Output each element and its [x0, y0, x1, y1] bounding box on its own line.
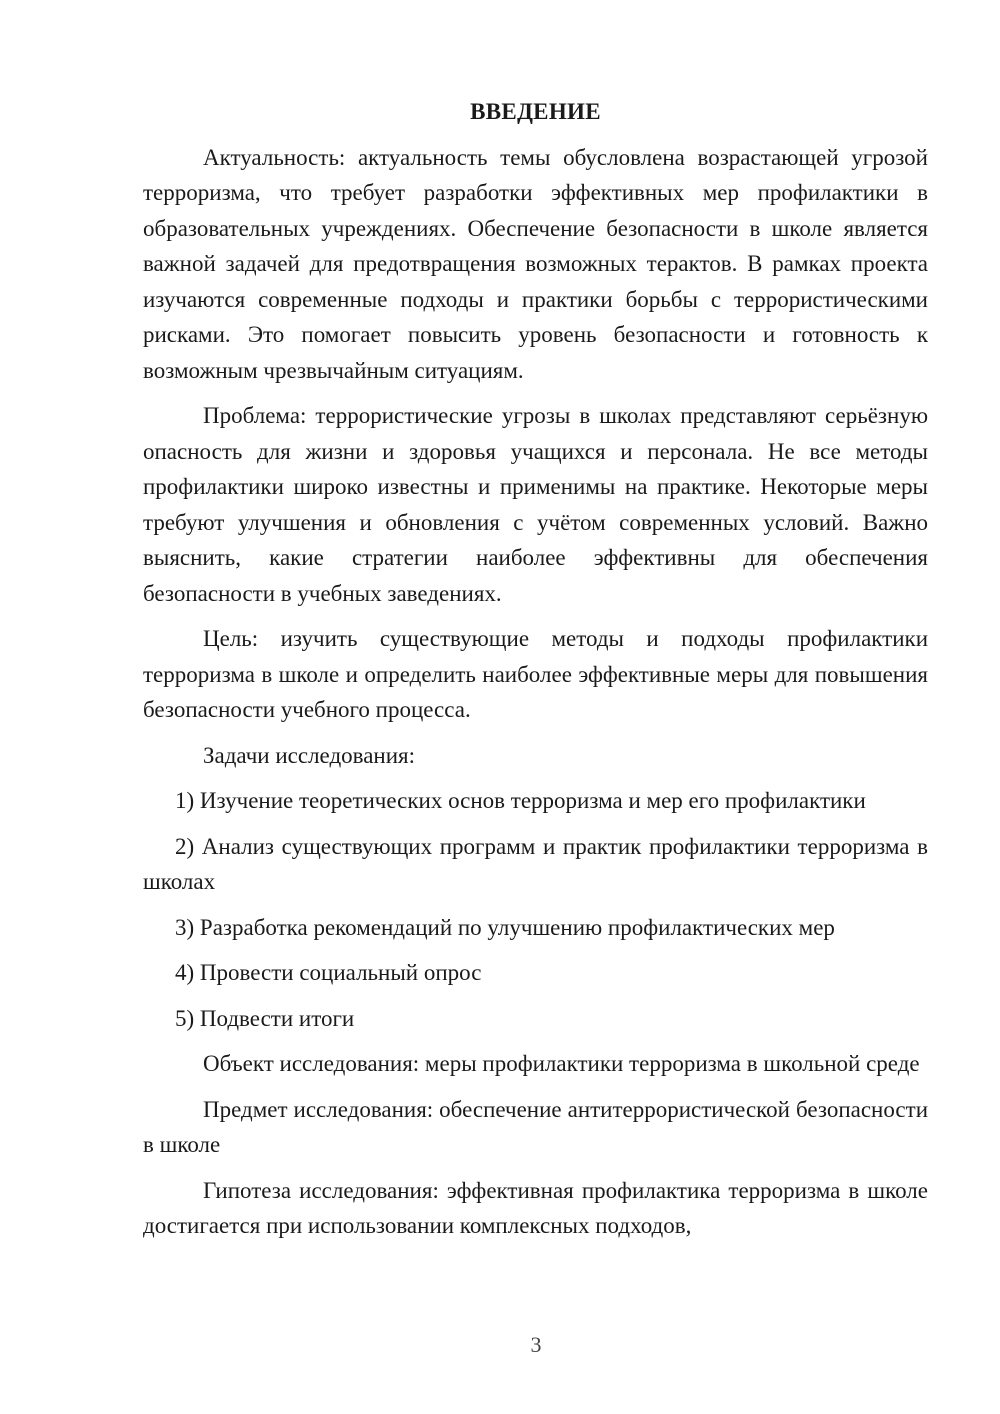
tasks-heading: Задачи исследования:: [203, 742, 416, 768]
paragraph-object: Объект исследования: меры профилактики терроризма в школьной среде: [203, 1051, 920, 1076]
page-number: 3: [530, 1332, 542, 1357]
page-title: ВВЕДЕНИЕ: [470, 99, 601, 124]
task-item-1: 1) Изучение теоретических основ терроризма и мер его профилактики: [175, 788, 866, 813]
task-item-5: 5) Подвести итоги: [175, 1005, 355, 1031]
page-content: [143, 94, 928, 1244]
task-item-2: 2) Анализ существующих программ и практик профилактики терроризма в школах: [143, 833, 928, 894]
paragraph-relevance: Актуальность: актуальность темы обусловлена возрастающей угрозой терроризма, что требует разработки эффективных мер профилактики в образовательных учреждениях. Обеспечение безопасности в школе является важной задачей для предотвращения возможных терактов. В рамках проекта изучаются современные подходы и практики борьбы с террористическими рисками. Это помогает повысить уровень безопасности и готовность к возможным чрезвычайным ситуациям.: [143, 144, 928, 383]
paragraph-subject: Предмет исследования: обеспечение антитеррористической безопасности в школе: [143, 1096, 928, 1157]
paragraph-problem: Проблема: террористические угрозы в школах представляют серьёзную опасность для жизни и здоровья учащихся и персонала. Не все методы профилактики широко известны и применимы на практике. Некоторые меры требуют улучшения и обновления с учётом современных условий. Важно выяснить, какие стратегии наиболее эффективны для обеспечения безопасности в учебных заведениях.: [143, 403, 928, 606]
task-item-3: 3) Разработка рекомендаций по улучшению профилактических мер: [175, 914, 835, 940]
paragraph-hypothesis: Гипотеза исследования: эффективная профилактика терроризма в школе достигается при использовании комплексных подходов,: [143, 1177, 928, 1238]
paragraph-goal: Цель: изучить существующие методы и подходы профилактики терроризма в школе и определить наиболее эффективные меры для повышения безопасности учебного процесса.: [143, 626, 928, 722]
task-item-4: 4) Провести социальный опрос: [175, 960, 482, 985]
